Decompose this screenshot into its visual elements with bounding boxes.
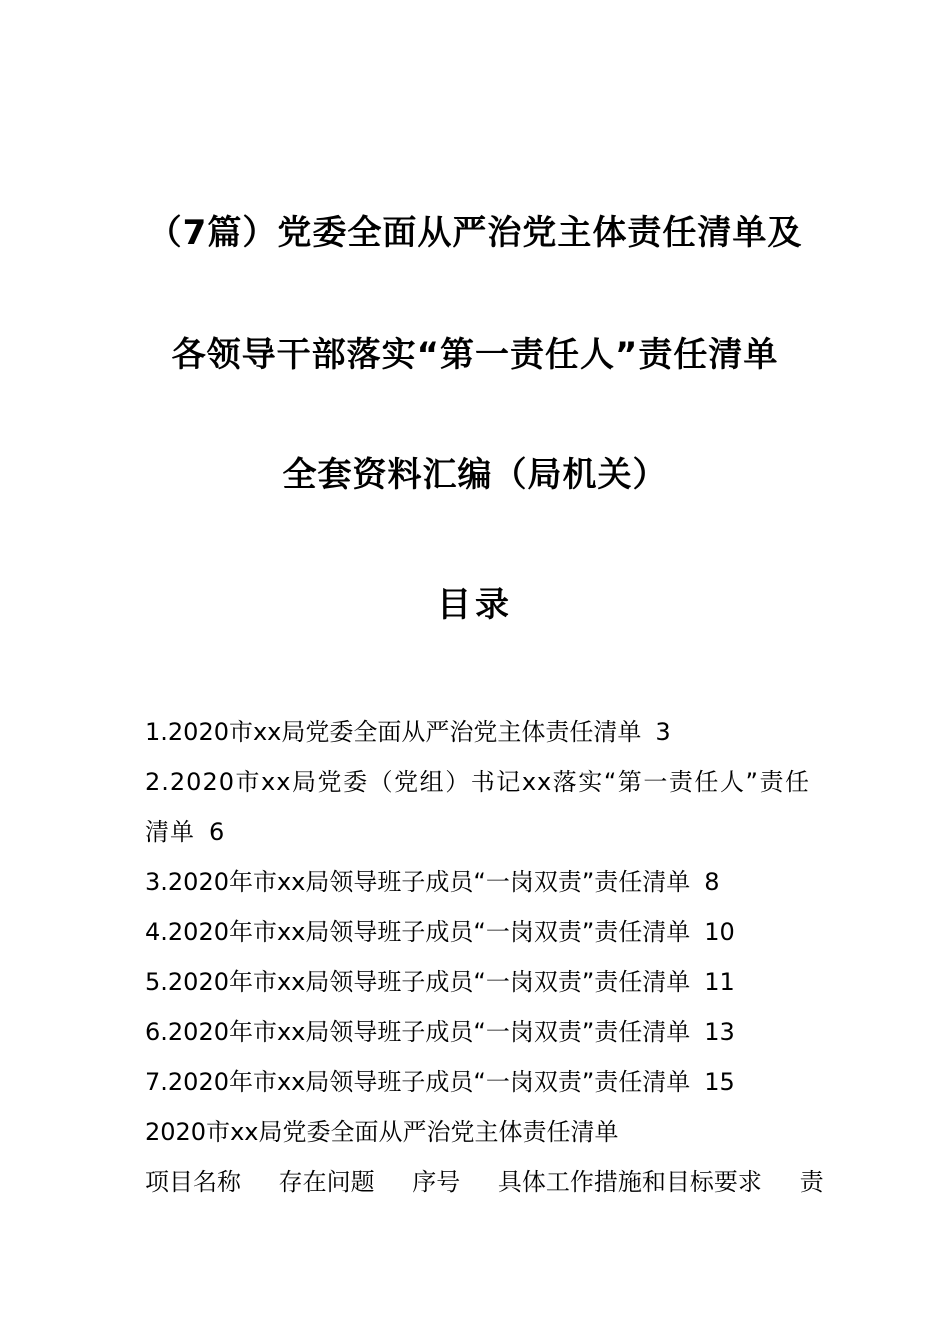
toc-item-5[interactable] xyxy=(145,957,810,1007)
toc-item-page: 6 xyxy=(209,818,226,846)
column-header: 具体工作措施和目标要求 xyxy=(497,1168,762,1196)
toc-item-text: 3.2020年市xx局领导班子成员“一岗双责”责任清单 xyxy=(145,868,691,896)
toc-item-text: 7.2020年市xx局领导班子成员“一岗双责”责任清单 xyxy=(145,1068,691,1096)
toc-item-page: 10 xyxy=(704,918,735,946)
column-header: 责 xyxy=(799,1168,824,1196)
column-header: 存在问题 xyxy=(278,1168,375,1196)
doc-title-line-3: 全套资料汇编（局机关） xyxy=(282,455,668,495)
toc-item-text: 1.2020市xx局党委全面从严治党主体责任清单 xyxy=(145,718,642,746)
section-start xyxy=(145,1107,824,1207)
table-header-row xyxy=(145,1157,824,1207)
toc-item-7[interactable] xyxy=(145,1057,810,1107)
toc-item-text: 2.2020市xx局党委（党组）书记xx落实“第一责任人”责任清单 xyxy=(145,768,810,846)
toc-item-page: 11 xyxy=(704,968,735,996)
toc-list xyxy=(145,707,810,1107)
section-title: 2020市xx局党委全面从严治党主体责任清单 xyxy=(145,1118,619,1146)
toc-heading: 目录 xyxy=(437,585,513,625)
doc-title-line-1: （7篇）党委全面从严治党主体责任清单及 xyxy=(147,213,803,253)
toc-item-6[interactable] xyxy=(145,1007,810,1057)
column-header: 序号 xyxy=(412,1168,461,1196)
toc-item-text: 6.2020年市xx局领导班子成员“一岗双责”责任清单 xyxy=(145,1018,691,1046)
toc-item-1[interactable] xyxy=(145,707,810,757)
toc-item-2[interactable] xyxy=(145,757,810,857)
toc-item-text: 5.2020年市xx局领导班子成员“一岗双责”责任清单 xyxy=(145,968,691,996)
toc-item-4[interactable] xyxy=(145,907,810,957)
column-header: 项目名称 xyxy=(145,1168,241,1196)
toc-item-text: 4.2020年市xx局领导班子成员“一岗双责”责任清单 xyxy=(145,918,691,946)
toc-item-page: 3 xyxy=(655,718,671,746)
doc-title-line-2: 各领导干部落实“第一责任人”责任清单 xyxy=(171,335,779,375)
toc-item-3[interactable] xyxy=(145,857,810,907)
toc-item-page: 8 xyxy=(704,868,720,896)
toc-item-page: 13 xyxy=(704,1018,735,1046)
toc-item-page: 15 xyxy=(704,1068,735,1096)
